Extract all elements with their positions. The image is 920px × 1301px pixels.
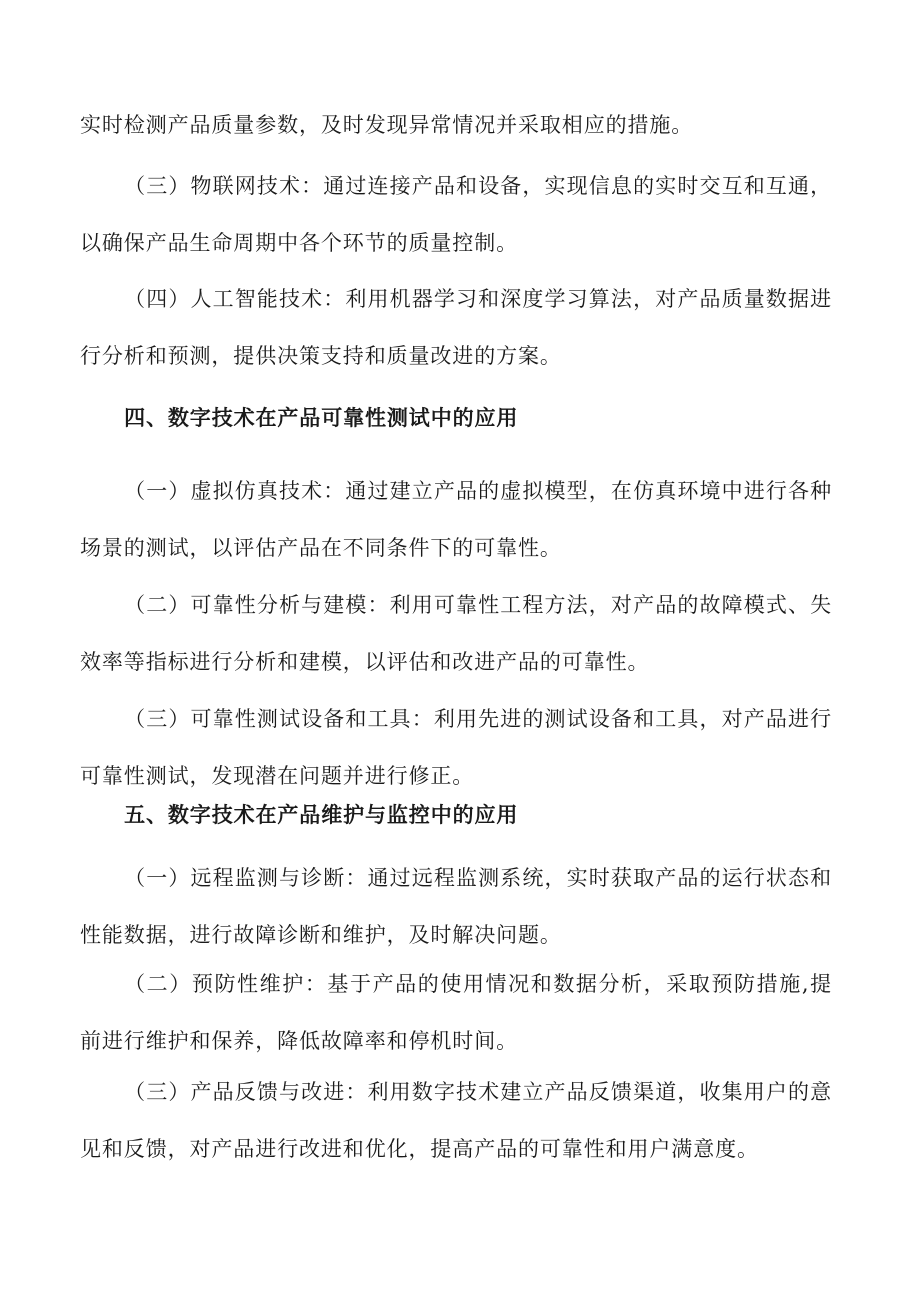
paragraph-preventive-maintenance: （二）预防性维护：基于产品的使用情况和数据分析，采取预防措施,提前进行维护和保养，降低故障率和停机时间。 [80, 972, 832, 1053]
paragraph-product-feedback: （三）产品反馈与改进：利用数字技术建立产品反馈渠道，收集用户的意见和反馈，对产品进行改进和优化，提高产品的可靠性和用户满意度。 [80, 1080, 832, 1161]
paragraph-remote-monitoring: （一）远程监测与诊断：通过远程监测系统，实时获取产品的运行状态和性能数据，进行故障诊断和维护，及时解决问题。 [80, 866, 832, 947]
paragraph-iot-technology: （三）物联网技术：通过连接产品和设备，实现信息的实时交互和互通，以确保产品生命周期中各个环节的质量控制。 [80, 174, 832, 255]
paragraph-reliability-analysis: （二）可靠性分析与建模：利用可靠性工程方法，对产品的故障模式、失效率等指标进行分析和建模，以评估和改进产品的可靠性。 [80, 593, 832, 674]
section-heading-maintenance-monitoring: 五、数字技术在产品维护与监控中的应用 [124, 802, 519, 827]
paragraph-continuation: 实时检测产品质量参数，及时发现异常情况并采取相应的措施。 [80, 113, 694, 137]
paragraph-virtual-simulation: （一）虚拟仿真技术：通过建立产品的虚拟模型，在仿真环境中进行各种场景的测试，以评估产品在不同条件下的可靠性。 [80, 479, 832, 560]
paragraph-ai-technology: （四）人工智能技术：利用机器学习和深度学习算法，对产品质量数据进行分析和预测，提供决策支持和质量改进的方案。 [80, 287, 832, 368]
paragraph-reliability-test-equipment: （三）可靠性测试设备和工具：利用先进的测试设备和工具，对产品进行可靠性测试，发现潜在问题并进行修正。 [80, 707, 832, 788]
section-heading-reliability-testing: 四、数字技术在产品可靠性测试中的应用 [124, 405, 519, 430]
